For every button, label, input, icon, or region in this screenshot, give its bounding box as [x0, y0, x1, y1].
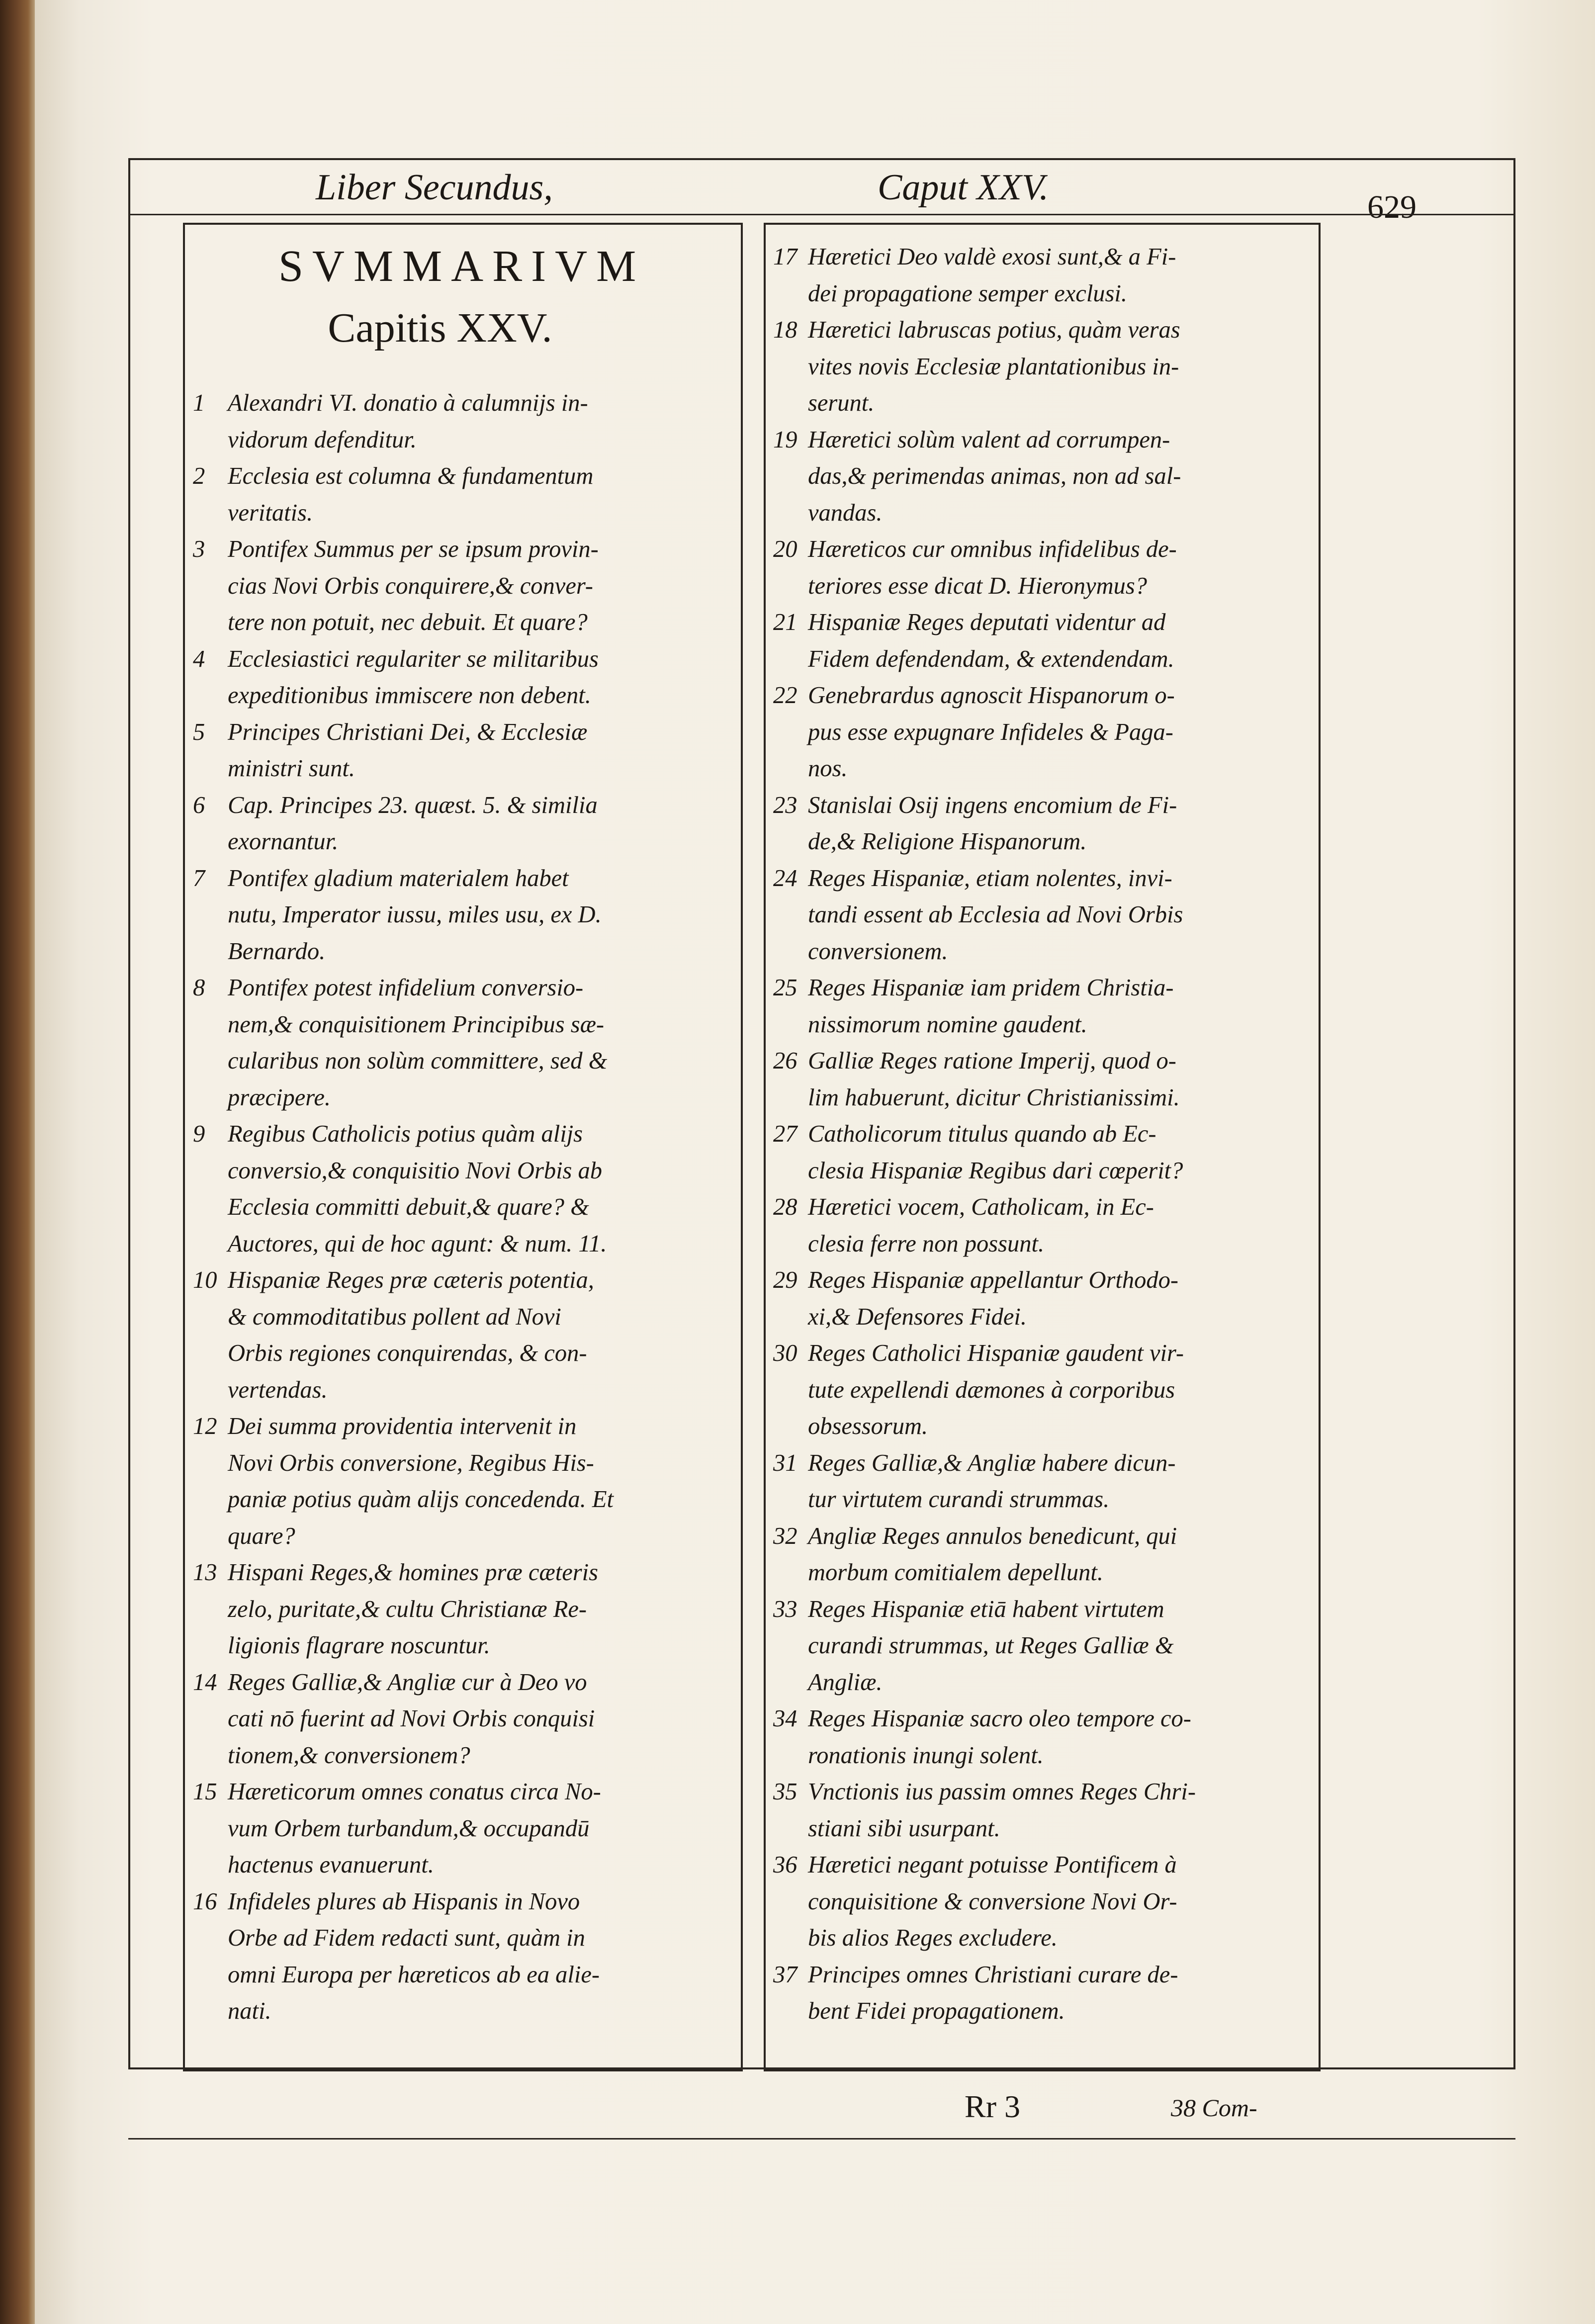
entry-number: 10 — [193, 1267, 217, 1293]
summary-entry — [193, 970, 735, 1116]
entry-number: 26 — [773, 1048, 798, 1074]
summary-entry — [193, 860, 735, 970]
entry-number: 31 — [773, 1449, 798, 1476]
signature-mark: Rr 3 — [965, 2089, 1020, 2124]
summary-entry — [193, 641, 735, 714]
entry-text: Hæretici solùm valent ad corrumpen- das,& perimendas animas, non ad sal- vandas. — [808, 426, 1181, 526]
summary-entry — [193, 531, 735, 641]
entry-text: Principes omnes Christiani curare de- bent Fidei propagationem. — [808, 1961, 1178, 2024]
entry-text: Stanislai Osij ingens encomium de Fi- de,& Religione Hispanorum. — [808, 792, 1177, 855]
entry-number: 23 — [773, 792, 798, 818]
entry-text: Hæretici labruscas potius, quàm veras vites novis Ecclesiæ plantationibus in- serunt. — [808, 317, 1180, 416]
entry-text: Principes Christiani Dei, & Ecclesiæ ministri sunt. — [228, 718, 588, 782]
summary-entry — [193, 1554, 735, 1664]
book-page — [35, 0, 1595, 2324]
entry-number: 19 — [773, 426, 798, 453]
entry-text: Genebrardus agnoscit Hispanorum o- pus esse expugnare Infideles & Paga- nos. — [808, 682, 1175, 782]
left-rule — [128, 158, 130, 2069]
summary-entry — [773, 1335, 1315, 1445]
left-entry-list — [193, 385, 735, 2030]
top-rule — [128, 158, 1515, 160]
entry-text: Alexandri VI. donatio à calumnijs in- vidorum defenditur. — [228, 390, 588, 453]
entry-number: 6 — [193, 792, 205, 818]
entry-number: 5 — [193, 718, 205, 745]
summary-entry — [773, 1043, 1315, 1116]
summary-entry — [773, 1445, 1315, 1518]
entry-text: Hæretici Deo valdè exosi sunt,& a Fi- dei propagatione semper exclusi. — [808, 244, 1176, 307]
entry-number: 37 — [773, 1961, 798, 1988]
entry-number: 34 — [773, 1705, 798, 1732]
running-head-left: Liber Secundus, — [316, 167, 553, 208]
entry-text: Hæreticorum omnes conatus circa No- vum Orbem turbandum,& occupandū hactenus evanuerunt. — [228, 1779, 601, 1878]
summary-title: SVMMARIVM — [278, 242, 645, 291]
summary-entry — [773, 1262, 1315, 1335]
entry-number: 33 — [773, 1596, 798, 1622]
entry-text: Hispaniæ Reges præ cæteris potentia, & commoditatibus pollent ad Novi Orbis regiones conquirendas, & con- vertendas. — [228, 1267, 594, 1403]
summary-entry — [773, 531, 1315, 604]
entry-number: 24 — [773, 865, 798, 892]
entry-number: 1 — [193, 390, 205, 416]
book-binding — [0, 0, 37, 2324]
entry-text: Reges Hispaniæ iam pridem Christia- nissimorum nomine gaudent. — [808, 975, 1174, 1038]
summary-entry — [773, 239, 1315, 312]
summary-entry — [773, 1518, 1315, 1591]
summary-entry — [193, 458, 735, 531]
entry-number: 30 — [773, 1340, 798, 1366]
entry-number: 15 — [193, 1779, 217, 1805]
entry-text: Regibus Catholicis potius quàm alijs conversio,& conquisitio Novi Orbis ab Ecclesia committi debuit,& quare? & Auctores, qui de hoc agunt: & num. 11. — [228, 1121, 607, 1257]
entry-text: Ecclesia est columna & fundamentum veritatis. — [228, 463, 594, 526]
entry-number: 20 — [773, 536, 798, 562]
head-rule — [128, 214, 1515, 215]
entry-text: Hæretici negant potuisse Pontificem à conquisitione & conversione Novi Or- bis alios Reges excludere. — [808, 1852, 1177, 1951]
entry-number: 18 — [773, 317, 798, 343]
entry-number: 21 — [773, 609, 798, 635]
entry-number: 27 — [773, 1121, 798, 1147]
entry-text: Hispaniæ Reges deputati videntur ad Fidem defendendam, & extendendam. — [808, 609, 1174, 672]
summary-entry — [773, 1774, 1315, 1847]
entry-number: 25 — [773, 975, 798, 1001]
summary-entry — [193, 714, 735, 787]
entry-number: 7 — [193, 865, 205, 892]
entry-text: Reges Hispaniæ etiā habent virtutem curandi strummas, ut Reges Galliæ & Angliæ. — [808, 1596, 1174, 1696]
summary-entry — [773, 1957, 1315, 2030]
entry-number: 22 — [773, 682, 798, 709]
summary-entry — [773, 312, 1315, 422]
summary-entry — [193, 1262, 735, 1408]
summary-entry — [193, 385, 735, 458]
entry-text: Hæretici vocem, Catholicam, in Ec- clesia ferre non possunt. — [808, 1194, 1154, 1257]
entry-text: Reges Hispaniæ appellantur Orthodo- xi,& Defensores Fidei. — [808, 1267, 1178, 1330]
summary-entry — [773, 787, 1315, 860]
entry-number: 14 — [193, 1669, 217, 1696]
entry-text: Hæreticos cur omnibus infidelibus de- teriores esse dicat D. Hieronymus? — [808, 536, 1177, 599]
entry-text: Reges Galliæ,& Angliæ habere dicun- tur virtutem curandi strummas. — [808, 1449, 1176, 1513]
entry-text: Reges Catholici Hispaniæ gaudent vir- tute expellendi dæmones à corporibus obsessorum. — [808, 1340, 1184, 1439]
entry-number: 13 — [193, 1559, 217, 1586]
summary-entry — [773, 1189, 1315, 1262]
entry-number: 16 — [193, 1888, 217, 1915]
summary-entry — [193, 1664, 735, 1774]
entry-number: 4 — [193, 645, 205, 672]
entry-number: 12 — [193, 1413, 217, 1439]
entry-text: Reges Hispaniæ, etiam nolentes, invi- tandi essent ab Ecclesia ad Novi Orbis conversionem. — [808, 865, 1183, 965]
summary-entry — [193, 787, 735, 860]
entry-number: 3 — [193, 536, 205, 562]
entry-text: Galliæ Reges ratione Imperij, quod o- lim habuerunt, dicitur Christianissimi. — [808, 1048, 1180, 1111]
summary-entry — [773, 604, 1315, 677]
summary-entry — [773, 860, 1315, 970]
entry-number: 8 — [193, 975, 205, 1001]
entry-text: Catholicorum titulus quando ab Ec- clesia Hispaniæ Regibus dari cœperit? — [808, 1121, 1183, 1184]
entry-text: Vnctionis ius passim omnes Reges Chri- stiani sibi usurpant. — [808, 1779, 1196, 1842]
entry-text: Cap. Principes 23. quæst. 5. & similia exornantur. — [228, 792, 598, 855]
entry-text: Reges Galliæ,& Angliæ cur à Deo vo cati nō fuerint ad Novi Orbis conquisi tionem,& conversionem? — [228, 1669, 595, 1769]
entry-number: 17 — [773, 244, 798, 270]
entry-number: 9 — [193, 1121, 205, 1147]
right-entry-list — [773, 239, 1315, 2030]
summary-entry — [193, 1116, 735, 1262]
entry-number: 28 — [773, 1194, 798, 1220]
entry-text: Infideles plures ab Hispanis in Novo Orbe ad Fidem redacti sunt, quàm in omni Europa per hæreticos ab ea alie- nati. — [228, 1888, 600, 2024]
summary-entry — [193, 1774, 735, 1883]
summary-subtitle: Capitis XXV. — [328, 305, 552, 351]
entry-number: 29 — [773, 1267, 798, 1293]
running-head-center: Caput XXV. — [878, 167, 1049, 208]
entry-number: 36 — [773, 1852, 798, 1878]
summary-entry — [773, 1847, 1315, 1957]
summary-entry — [773, 422, 1315, 532]
summary-entry — [773, 970, 1315, 1043]
entry-number: 2 — [193, 463, 205, 489]
summary-entry — [193, 1883, 735, 2030]
entry-text: Ecclesiastici regulariter se militaribus expeditionibus immiscere non debent. — [228, 645, 599, 709]
summary-entry — [773, 1700, 1315, 1774]
entry-text: Angliæ Reges annulos benedicunt, qui morbum comitialem depellunt. — [808, 1522, 1177, 1586]
entry-number: 35 — [773, 1779, 798, 1805]
entry-text: Pontifex gladium materialem habet nutu, Imperator iussu, miles usu, ex D. Bernardo. — [228, 865, 602, 965]
entry-text: Hispani Reges,& homines præ cæteris zelo, puritate,& cultu Christianæ Re- ligionis flagrare noscuntur. — [228, 1559, 598, 1659]
summary-entry — [773, 1116, 1315, 1189]
entry-number: 32 — [773, 1522, 798, 1549]
entry-text: Reges Hispaniæ sacro oleo tempore co- ronationis inungi solent. — [808, 1705, 1191, 1769]
right-rule — [1513, 158, 1515, 2069]
summary-entry — [193, 1408, 735, 1554]
catchword: 38 Com- — [1171, 2094, 1257, 2122]
summary-entry — [773, 677, 1315, 787]
page-bottom-rule — [128, 2138, 1515, 2140]
entry-text: Dei summa providentia intervenit in Novi Orbis conversione, Regibus His- paniæ potius quàm alijs concedenda. Et quare? — [228, 1413, 614, 1549]
summary-entry — [773, 1591, 1315, 1701]
page-number: 629 — [1367, 189, 1417, 225]
entry-text: Pontifex potest infidelium conversio- nem,& conquisitionem Principibus sæ- cularibus non solùm committere, sed & præcipere. — [228, 975, 608, 1111]
entry-text: Pontifex Summus per se ipsum provin- cias Novi Orbis conquirere,& conver- tere non potuit, nec debuit. Et quare? — [228, 536, 599, 635]
